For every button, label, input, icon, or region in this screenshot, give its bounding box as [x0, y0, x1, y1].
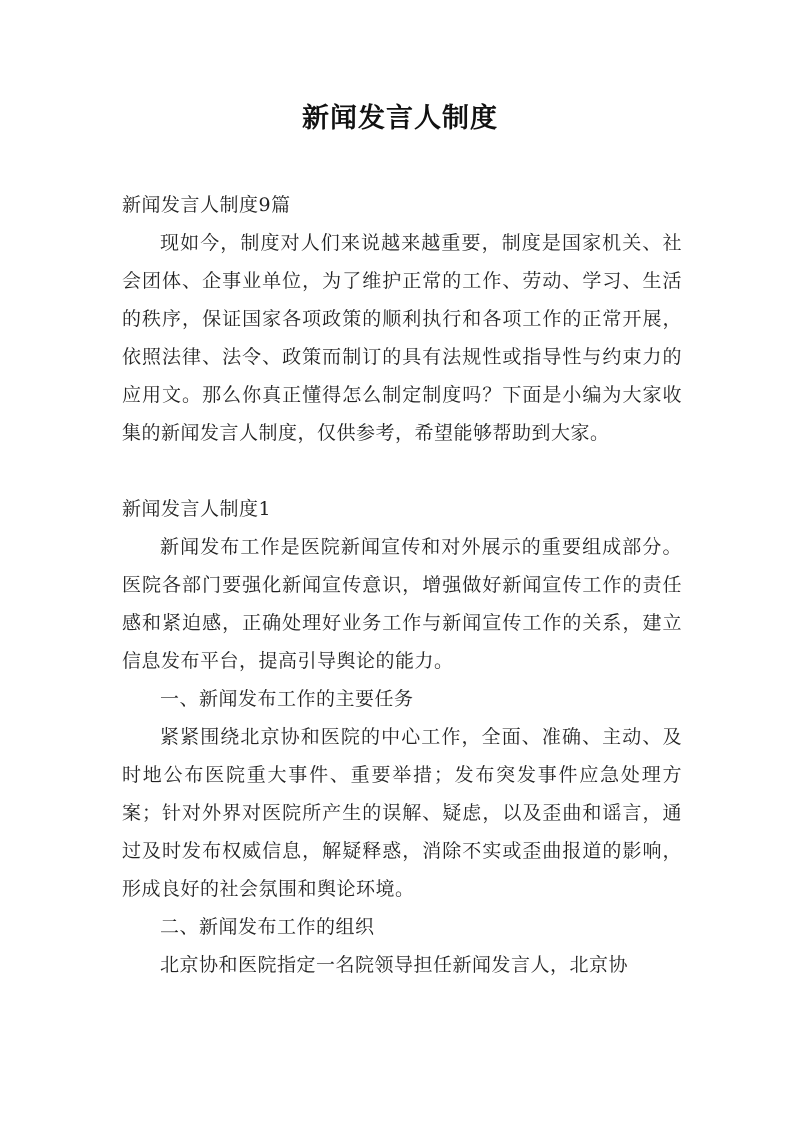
main-tasks-paragraph: 紧紧围绕北京协和医院的中心工作，全面、准确、主动、及时地公布医院重大事件、重要举措；发布突发事件应急处理方案；针对外界对医院所产生的误解、疑虑，以及歪曲和谣言，通过及时发布权威信息，解疑释惑，消除不实或歪曲报道的影响，形成良好的社会氛围和舆论环境。	[122, 726, 682, 900]
paragraph-spacer	[122, 452, 682, 490]
subheading-organization: 二、新闻发布工作的组织	[160, 916, 375, 938]
subheading-main-tasks: 一、新闻发布工作的主要任务	[160, 688, 414, 710]
section1-heading: 新闻发言人制度1	[122, 498, 272, 520]
intro-heading: 新闻发言人制度9篇	[122, 194, 291, 216]
organization-paragraph: 北京协和医院指定一名院领导担任新闻发言人，北京协	[160, 954, 629, 976]
section1-paragraph: 新闻发布工作是医院新闻宣传和对外展示的重要组成部分。医院各部门要强化新闻宣传意识，增强做好新闻宣传工作的责任感和紧迫感，正确处理好业务工作与新闻宣传工作的关系，建立信息发布平台，提高引导舆论的能力。	[122, 536, 682, 672]
document-title: 新闻发言人制度	[302, 103, 498, 134]
document-body	[122, 186, 682, 984]
intro-paragraph: 现如今，制度对人们来说越来越重要，制度是国家机关、社会团体、企事业单位，为了维护正常的工作、劳动、学习、生活的秩序，保证国家各项政策的顺利执行和各项工作的正常开展，依照法律、法令、政策而制订的具有法规性或指导性与约束力的应用文。那么你真正懂得怎么制定制度吗？下面是小编为大家收集的新闻发言人制度，仅供参考，希望能够帮助到大家。	[122, 232, 682, 444]
